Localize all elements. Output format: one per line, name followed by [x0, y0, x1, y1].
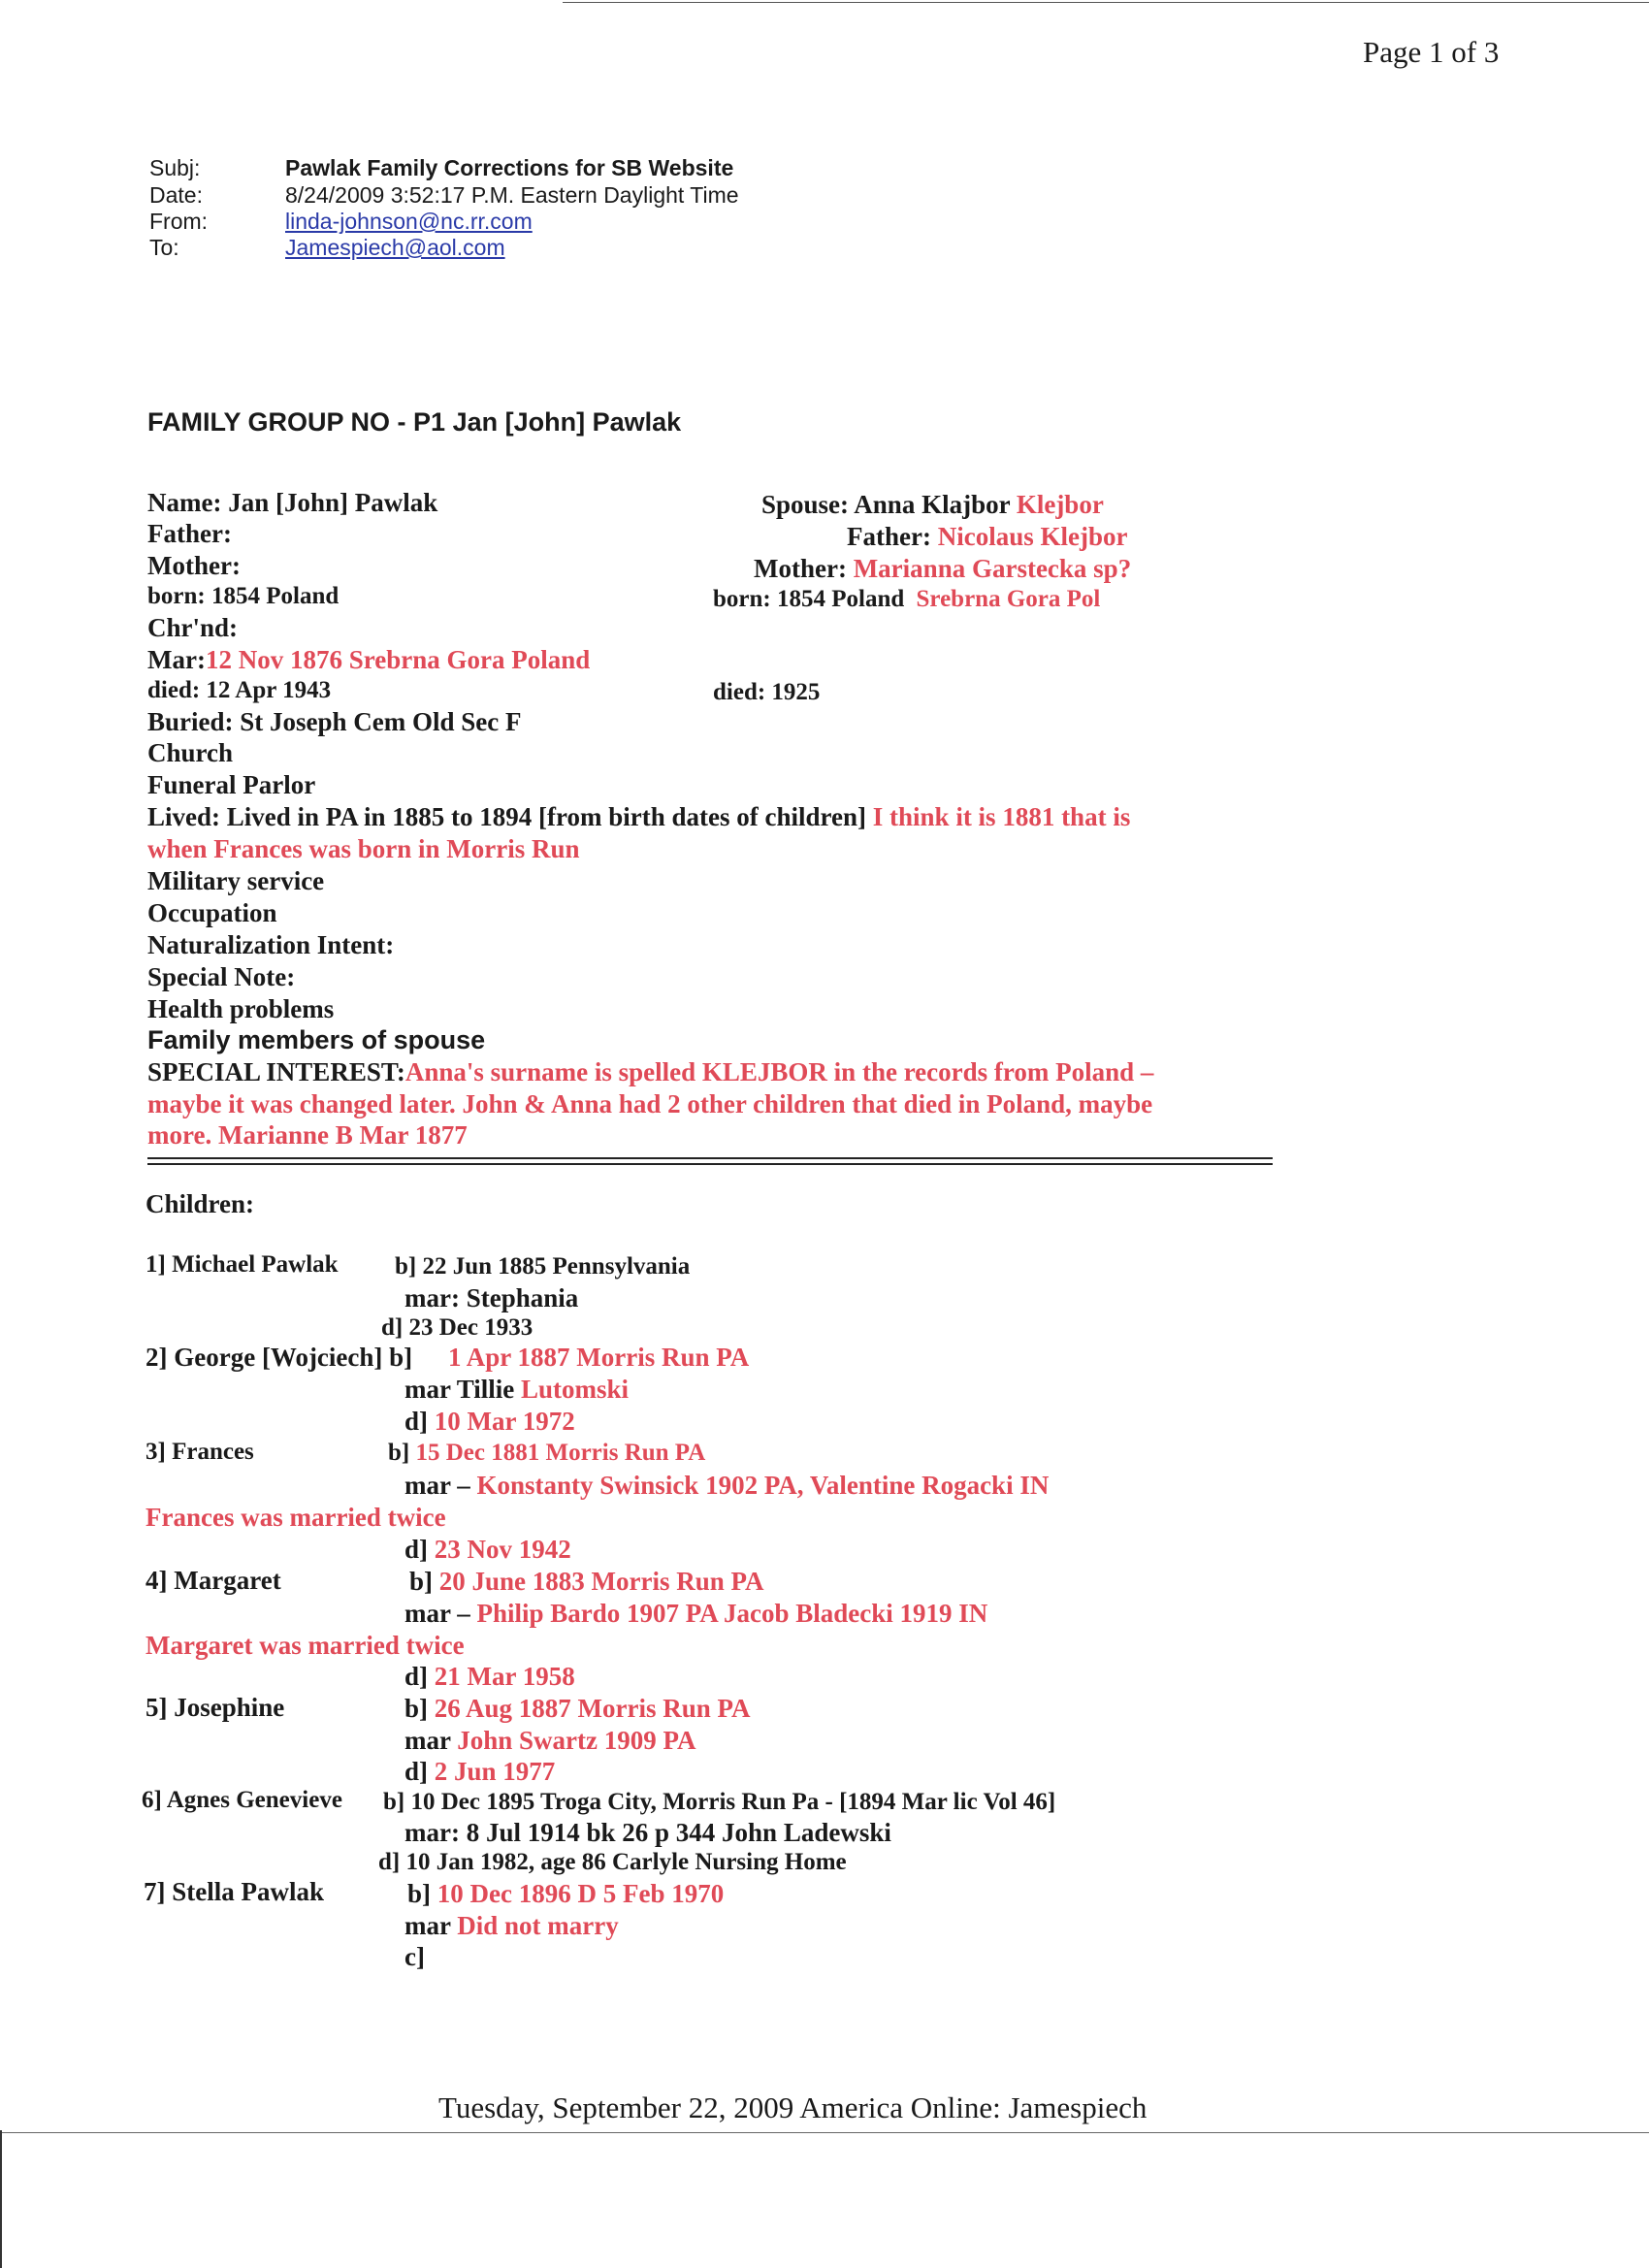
child-4-marriage [404, 1599, 987, 1629]
father-line: Father: [147, 519, 232, 548]
child-3-name: 3] Frances [146, 1439, 254, 1465]
special-note-line: Special Note: [147, 962, 296, 991]
child-1-name: 1] Michael Pawlak [146, 1251, 339, 1278]
health-line: Health problems [147, 994, 335, 1023]
spouse-born-line [713, 586, 1100, 613]
child-5-born-label: b] [404, 1694, 429, 1723]
buried-line: Buried: St Joseph Cem Old Sec F [147, 707, 522, 736]
child-3-born-label: b] [388, 1440, 410, 1466]
special-interest-label: SPECIAL INTEREST: [147, 1057, 405, 1086]
child-5-died-label: d] [404, 1757, 429, 1786]
child-2-mar-correction: Lutomski [521, 1375, 630, 1404]
child-3-mar-value: Konstanty Swinsick 1902 PA, Valentine Rogacki IN [476, 1471, 1050, 1500]
child-3-born-value: 15 Dec 1881 Morris Run PA [415, 1440, 706, 1466]
chrnd-line: Chr'nd: [147, 613, 239, 642]
marriage-value: 12 Nov 1876 Srebrna Gora Poland [205, 645, 591, 674]
to-email-link[interactable]: Jamespiech@aol.com [285, 235, 505, 260]
child-5-born-value: 26 Aug 1887 Morris Run PA [434, 1694, 751, 1723]
spouse-line [761, 490, 1104, 520]
church-line: Church [147, 738, 234, 767]
child-3-died-label: d] [404, 1535, 429, 1564]
family-group-title: FAMILY GROUP NO - P1 Jan [John] Pawlak [147, 407, 682, 437]
child-2-marriage [404, 1375, 629, 1405]
child-5-mar-value: John Swartz 1909 PA [457, 1726, 696, 1755]
child-4-name: 4] Margaret [146, 1566, 281, 1595]
child-2-mar-label: mar Tillie [404, 1375, 515, 1404]
child-7-name: 7] Stella Pawlak [144, 1877, 324, 1906]
to-label: To: [149, 235, 179, 260]
child-7-born [407, 1879, 724, 1909]
left-edge-mark [0, 2130, 2, 2268]
funeral-parlor-line: Funeral Parlor [147, 770, 316, 799]
child-3-died [404, 1535, 571, 1565]
spouse-mother-value: Marianna Garstecka sp? [853, 554, 1132, 583]
child-7-marriage [404, 1911, 619, 1941]
spouse-died-line: died: 1925 [713, 679, 821, 705]
child-7-mar-label: mar [404, 1911, 451, 1940]
child-2-died-label: d] [404, 1407, 429, 1436]
special-interest-text-3: more. Marianne B Mar 1877 [147, 1120, 468, 1150]
mother-line: Mother: [147, 551, 241, 580]
special-interest-text: Anna's surname is spelled KLEJBOR in the records from Poland – [404, 1057, 1154, 1086]
child-3-died-value: 23 Nov 1942 [434, 1535, 571, 1564]
child-1-born: b] 22 Jun 1885 Pennsylvania [395, 1253, 691, 1280]
spouse-born-place: Srebrna Gora Pol [916, 586, 1101, 612]
child-6-name: 6] Agnes Genevieve [142, 1787, 342, 1813]
child-1-died: d] 23 Dec 1933 [381, 1314, 534, 1341]
occupation-line: Occupation [147, 898, 277, 927]
child-4-born-label: b] [409, 1567, 434, 1596]
spouse-name: Spouse: Anna Klajbor [761, 490, 1011, 519]
section-divider-top [147, 1157, 1273, 1159]
lived-note-continued: when Frances was born in Morris Run [147, 834, 580, 863]
child-6-died: d] 10 Jan 1982, age 86 Carlyle Nursing Home [378, 1849, 847, 1875]
child-4-mar-label: mar – [404, 1599, 470, 1628]
child-2-born: 1 Apr 1887 Morris Run PA [448, 1343, 750, 1372]
child-3-marriage [404, 1471, 1049, 1501]
bottom-edge-line [0, 2132, 1649, 2133]
child-5-marriage [404, 1726, 696, 1756]
spouse-correction: Klejbor [1016, 490, 1104, 519]
lived-text: Lived: Lived in PA in 1885 to 1894 [from birth dates of children] [147, 802, 867, 831]
child-5-name: 5] Josephine [146, 1693, 285, 1722]
child-2-died-value: 10 Mar 1972 [434, 1407, 575, 1436]
child-5-died [404, 1757, 555, 1787]
page-footer: Tuesday, September 22, 2009 America Online: Jamespiech [438, 2090, 1148, 2124]
from-email-link[interactable]: linda-johnson@nc.rr.com [285, 209, 533, 234]
spouse-mother-line [754, 554, 1131, 584]
child-4-note: Margaret was married twice [146, 1631, 465, 1660]
child-7-mar-value: Did not marry [457, 1911, 619, 1940]
marriage-label: Mar: [147, 645, 206, 674]
born-line: born: 1854 Poland [147, 583, 340, 609]
child-6-born: b] 10 Dec 1895 Troga City, Morris Run Pa - [1894 Mar lic Vol 46] [383, 1789, 1056, 1815]
marriage-line [147, 645, 590, 675]
child-2-died [404, 1407, 575, 1437]
child-4-died-value: 21 Mar 1958 [434, 1662, 575, 1691]
page-number: Page 1 of 3 [1363, 35, 1500, 69]
section-divider-bottom [147, 1163, 1273, 1165]
died-line: died: 12 Apr 1943 [147, 677, 332, 703]
spouse-mother-label: Mother: [754, 554, 847, 583]
naturalization-line: Naturalization Intent: [147, 930, 395, 959]
from-label: From: [149, 209, 209, 234]
child-4-born [409, 1567, 764, 1597]
child-4-died [404, 1662, 575, 1692]
child-4-mar-value: Philip Bardo 1907 PA Jacob Bladecki 1919 IN [476, 1599, 988, 1628]
special-interest-text-2: maybe it was changed later. John & Anna had 2 other children that died in Poland, maybe [147, 1089, 1153, 1118]
subj-label: Subj: [149, 155, 201, 180]
child-1-marriage: mar: Stephania [404, 1283, 579, 1312]
spouse-father-line [847, 522, 1127, 552]
child-3-born [388, 1440, 705, 1467]
spouse-father-label: Father: [847, 522, 931, 551]
date-label: Date: [149, 182, 203, 208]
children-heading: Children: [146, 1189, 255, 1218]
child-7-born-label: b] [407, 1879, 432, 1908]
child-7-born-value: 10 Dec 1896 D 5 Feb 1970 [436, 1879, 725, 1908]
spouse-father-value: Nicolaus Klejbor [937, 522, 1128, 551]
child-5-born [404, 1694, 751, 1724]
spouse-born: born: 1854 Poland [713, 586, 905, 612]
child-6-marriage: mar: 8 Jul 1914 bk 26 p 344 John Ladewski [404, 1818, 891, 1847]
lived-line [147, 802, 1130, 832]
top-edge-line [563, 2, 1649, 3]
email-subject: Pawlak Family Corrections for SB Website [285, 155, 734, 180]
child-3-mar-label: mar – [404, 1471, 470, 1500]
name-line: Name: Jan [John] Pawlak [147, 488, 438, 517]
child-5-mar-label: mar [404, 1726, 451, 1755]
lived-note: I think it is 1881 that is [872, 802, 1131, 831]
child-7-children: c] [404, 1942, 425, 1971]
child-3-note: Frances was married twice [146, 1503, 446, 1532]
child-2-name: 2] George [Wojciech] b] [146, 1343, 413, 1372]
child-5-died-value: 2 Jun 1977 [434, 1757, 556, 1786]
child-4-born-value: 20 June 1883 Morris Run PA [438, 1567, 764, 1596]
family-members-line: Family members of spouse [147, 1025, 486, 1054]
child-4-died-label: d] [404, 1662, 429, 1691]
email-date: 8/24/2009 3:52:17 P.M. Eastern Daylight Time [285, 182, 739, 208]
special-interest-line [147, 1057, 1153, 1087]
military-line: Military service [147, 866, 325, 895]
